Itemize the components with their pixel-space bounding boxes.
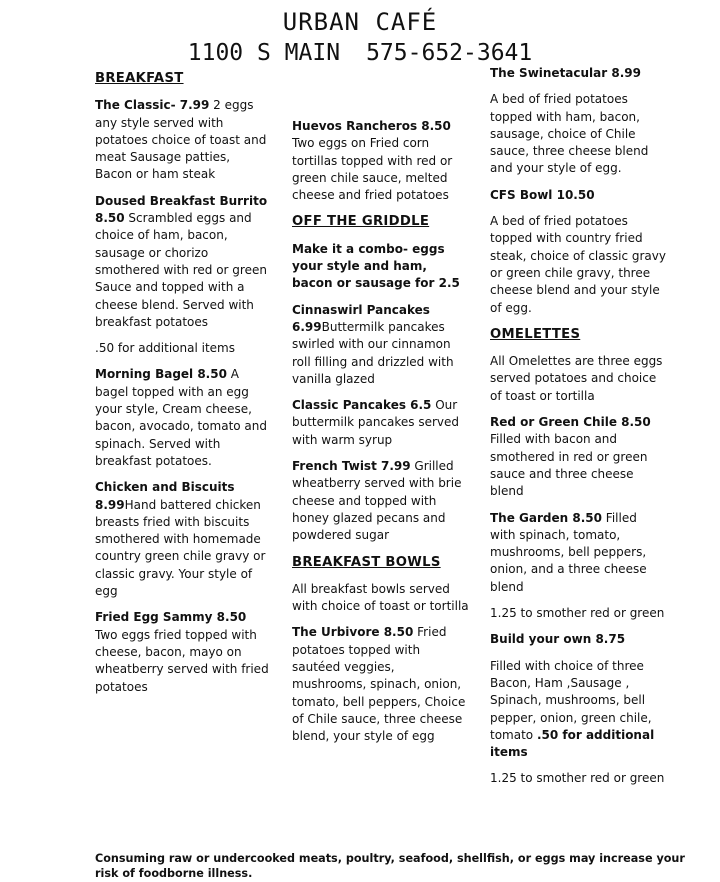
bowls-intro: All breakfast bowls served with choice of toast or tortilla (292, 581, 469, 614)
item-description: Hand battered chicken breasts fried with biscuits smothered with homemade country green chile gravy or classic gravy. Your style of egg (95, 497, 266, 599)
item-name: Cinnaswirl Pancakes 6.99 (292, 302, 430, 334)
menu-column-1 (95, 70, 271, 705)
omelettes-heading: OMELETTES (490, 326, 581, 342)
menu-item-garden (490, 510, 666, 596)
item-name: The Garden 8.50 (490, 510, 602, 525)
additional-items-note: .50 for additional items (95, 341, 235, 356)
item-name: Morning Bagel 8.50 (95, 367, 227, 382)
item-name: Chicken and Biscuits 8.99 (95, 480, 235, 512)
menu-item-swinetacular-name: The Swinetacular 8.99 (490, 66, 641, 80)
menu-item-sammy (95, 609, 271, 695)
item-name: French Twist 7.99 (292, 459, 411, 474)
street-address: 1100 S MAIN (187, 40, 341, 66)
item-name: Classic Pancakes 6.5 (292, 398, 432, 413)
item-description: Filled with choice of three Bacon, Ham ,Sausage , Spinach, mushrooms, bell pepper, onion, green chile, tomato (490, 658, 652, 742)
item-name: Red or Green Chile 8.50 (490, 415, 651, 430)
item-description: Scrambled eggs and choice of ham, bacon, sausage or chorizo smothered with red or green Sauce and topped with a cheese blend. Served with breakfast potatoes (95, 211, 267, 329)
menu-item-huevos (292, 118, 470, 204)
menu-item-swinetacular-desc: A bed of fried potatoes topped with ham, bacon, sausage, choice of Chile sauce, three cheese blend and your style of egg. (490, 92, 649, 176)
item-description: Grilled wheatberry served with brie cheese and topped with honey glazed pecans and powdered sugar (292, 459, 462, 543)
byo-extra: .50 for additional items (490, 727, 655, 760)
menu-item-french-twist (292, 458, 470, 544)
food-safety-warning: Consuming raw or undercooked meats, poultry, seafood, shellfish, or eggs may increase your risk of foodborne illness. (95, 852, 685, 880)
smother-note: 1.25 to smother red or green (490, 771, 665, 786)
menu-column-2 (292, 118, 470, 755)
menu-item-classic (95, 97, 271, 183)
menu-item-bagel (95, 366, 271, 470)
griddle-heading: OFF THE GRIDDLE (292, 214, 430, 230)
omelettes-intro: All Omelettes are three eggs served potatoes and choice of toast or tortilla (490, 354, 663, 403)
item-description: Fried potatoes topped with sautéed veggies, mushrooms, spinach, onion, tomato, bell peppers, Choice of Chile sauce, three cheese blend, your style of egg (292, 625, 466, 744)
menu-item-chile (490, 414, 666, 500)
restaurant-title: URBAN CAFÉ (282, 8, 438, 36)
item-name: Fried Egg Sammy 8.50 (95, 610, 247, 625)
menu-item-urbivore (292, 624, 470, 745)
smother-note: 1.25 to smother red or green (490, 606, 665, 621)
item-description: Filled with bacon and smothered in red or green sauce and three cheese blend (490, 432, 648, 499)
menu-item-cfs-name: CFS Bowl 10.50 (490, 187, 595, 202)
menu-item-byo-name: Build your own 8.75 (490, 632, 626, 647)
item-description: Two eggs on Fried corn tortillas topped with red or green chile sauce, melted cheese and fried potatoes (292, 136, 453, 203)
menu-item-pancakes (292, 397, 470, 449)
item-name: Huevos Rancheros 8.50 (292, 119, 451, 133)
item-name: Doused Breakfast Burrito 8.50 (95, 193, 268, 226)
item-description: Two eggs fried topped with cheese, bacon, mayo on wheatberry served with fried potatoes (95, 627, 269, 694)
item-description: 2 eggs any style served with potatoes choice of toast and meat Sausage patties, Bacon or ham steak (95, 98, 267, 182)
phone-number: 575-652-3641 (366, 40, 533, 66)
breakfast-heading: BREAKFAST (95, 71, 184, 86)
menu-item-cfs-desc: A bed of fried potatoes topped with country fried steak, choice of classic gravy or green chile gravy, three cheese blend and your style of egg. (490, 214, 666, 315)
combo-note: Make it a combo- eggs your style and ham, bacon or sausage for 2.5 (292, 241, 460, 291)
menu-item-burrito (95, 193, 271, 331)
item-description: Our buttermilk pancakes served with warm syrup (292, 398, 460, 447)
menu-item-byo-desc (490, 658, 666, 762)
item-description: Buttermilk pancakes swirled with our cinnamon roll filling and drizzled with vanilla glazed (292, 319, 454, 386)
menu-column-3 (490, 65, 666, 797)
item-name: The Classic- 7.99 (95, 98, 210, 113)
bowls-heading: BREAKFAST BOWLS (292, 554, 441, 570)
item-name: The Urbivore 8.50 (292, 625, 414, 640)
menu-item-cinnaswirl (292, 302, 470, 388)
item-description: Filled with spinach, tomato, mushrooms, bell peppers, onion, and a three cheese blend (490, 510, 647, 594)
item-description: A bagel topped with an egg your style, Cream cheese, bacon, avocado, tomato and spinach. Served with breakfast potatoes. (95, 367, 268, 468)
menu-item-biscuits (95, 479, 271, 600)
address-line (0, 40, 720, 66)
